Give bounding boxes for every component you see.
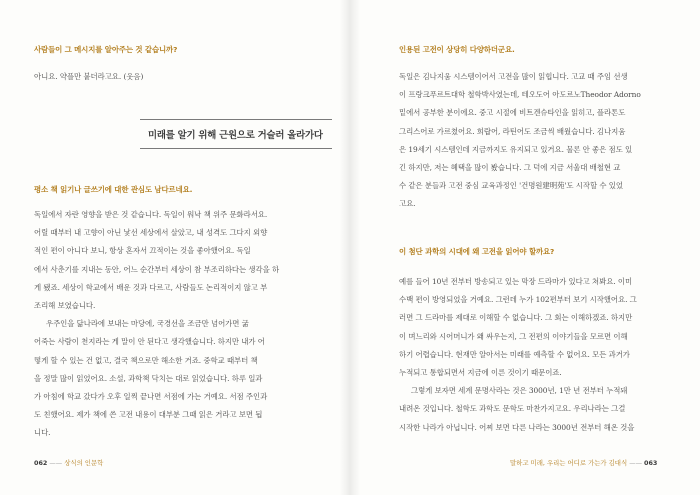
text-line: 떻게 할 수 있는 건 없고, 결국 책으로만 해소한 거죠. 중학교 때부터 책 — [34, 355, 258, 365]
text-line: 니다. — [34, 428, 51, 438]
text-line: 이 프랑크푸르트대학 철학박사였는데, 테오도어 아도르노Theodor Adorno — [399, 90, 641, 100]
text-line: 가 아침에 학교 갔다가 오후 일찍 끝나면 서점에 가는 거예요. 서점 주인과 — [34, 391, 268, 401]
text-line: 게 됐죠. 세상이 학교에서 배운 것과 다르고, 사람들도 논리적이지 않고 부 — [34, 282, 268, 292]
text-line: 시작한 나라가 아닙니다. 어찌 보면 다른 나라는 3000년 전부터 해온 것을 — [399, 422, 635, 432]
text-line: 적인 편이 아니다 보니, 항상 혼자서 끄적이는 것을 좋아했어요. 독일 — [34, 246, 251, 256]
text-line: 하기 어렵습니다. 현재만 알아서는 미래를 예측할 수 없어요. 모든 과거가 — [399, 349, 630, 359]
text-line: 도 친했어요. 제가 책에 쓴 고전 내용이 대부분 그때 읽은 거라고 보면 됩 — [34, 410, 263, 420]
pull-quote: 미래를 알기 위해 근원으로 거슬러 올라가다 — [148, 130, 323, 141]
left-question-1: 사람들이 그 메시지를 알아주는 것 같습니까? — [34, 45, 178, 54]
text-line: 조리해 보였습니다. — [34, 300, 96, 310]
chapter-title: 말하고 미래, 우리는 어디로 가는가 김대식 — [510, 459, 628, 467]
right-paragraph-1 — [399, 68, 641, 214]
text-line: 은 19세기 시스템인데 지금까지도 유지되고 있거요. 물론 안 좋은 점도 있 — [399, 144, 633, 154]
text-line: 그렇게 보자면 세계 문명사라는 것은 3000년, 1만 년 전부터 누적돼 — [411, 386, 628, 396]
book-title: 상식의 인문학 — [64, 459, 104, 467]
text-line: 내려온 것입니다. 철학도 과학도 문학도 마찬가지고요. 우리나라는 그걸 — [399, 404, 626, 414]
left-folio — [34, 458, 103, 467]
text-line: 러면 그 드라마를 제대로 이해할 수 없습니다. 그 회는 이해하겠죠. 하지만 — [399, 313, 633, 323]
text-line: 누적되고 통합되면서 지금에 이른 것이기 때문이죠. — [399, 367, 562, 377]
text-line: 아니요. 약플만 붙더라고요. (웃음) — [34, 72, 144, 81]
right-folio — [510, 458, 657, 467]
left-paragraph — [34, 206, 279, 442]
text-line: 긴 하지만, 저는 혜택을 많이 봤습니다. 그 덕에 지금 서울대 배철현 교 — [399, 162, 621, 172]
text-line: 수백 편이 방영되었을 거예요. 그런데 누가 102편부터 보기 시작했어요. 그 — [399, 295, 637, 305]
text-line: 에서 사춘기를 지내는 동안, 어느 순간부터 세상이 참 부조리하다는 생각을 하 — [34, 264, 280, 274]
text-line: 어죽는 사람이 천지라는 게 말이 안 된다고 생각했습니다. 하지만 내가 어 — [34, 337, 265, 347]
left-question-2: 평소 책 읽기나 글쓰기에 대한 관심도 남다르네요. — [34, 185, 193, 194]
folio-dash: —— — [629, 459, 642, 467]
right-paragraph-2 — [399, 273, 637, 437]
page-number: 063 — [644, 459, 658, 467]
left-answer-1 — [34, 68, 143, 86]
book-gutter — [340, 0, 360, 495]
text-line: 수 같은 분들과 고전 중심 교육과정인 '건명원建明苑'도 시작할 수 있었 — [399, 181, 623, 191]
text-line: 이 며느리와 시어머니가 왜 싸우는지, 그 전편의 이야기들을 모르면 이해 — [399, 331, 628, 341]
text-line: 밑에서 공부한 분이에요. 중고 시절에 비트겐슈타인을 읽히고, 플라톤도 — [399, 108, 626, 118]
text-line: 독일은 김나지움 시스템이어서 고전을 많이 읽힙니다. 고교 때 주임 선생 — [399, 72, 628, 81]
text-line: 우주인을 닮나라에 보내는 마당에, 국경선을 조금만 넘어가면 굶 — [46, 319, 249, 329]
right-question-1: 인용된 고전이 상당히 다양하더군요. — [399, 45, 515, 54]
text-line: 독일에서 자란 영향을 받은 것 같습니다. 독일이 워낙 책 위주 문화라서요. — [34, 210, 268, 219]
page-number: 062 — [34, 459, 48, 467]
text-line: 을 정말 많이 읽었어요. 소설, 과학책 닥치는 대로 읽었습니다. 하루 일과 — [34, 373, 263, 383]
text-line: 그리스어로 가르쳤어요. 희랍어, 라틴어도 조금씩 배웠습니다. 김나지움 — [399, 126, 626, 136]
text-line: 예를 들어 10년 전부터 방송되고 있는 막장 드라마가 있다고 쳐봐요. 이미 — [399, 277, 633, 286]
right-question-2: 이 첨단 과학의 시대에 왜 고전을 읽어야 할까요? — [399, 247, 555, 256]
text-line: 고요. — [399, 199, 416, 209]
text-line: 어릴 때부터 내 고향이 아닌 낯선 세상에서 살았고, 내 성격도 그다지 외향 — [34, 228, 268, 238]
folio-dash: —— — [49, 459, 63, 467]
